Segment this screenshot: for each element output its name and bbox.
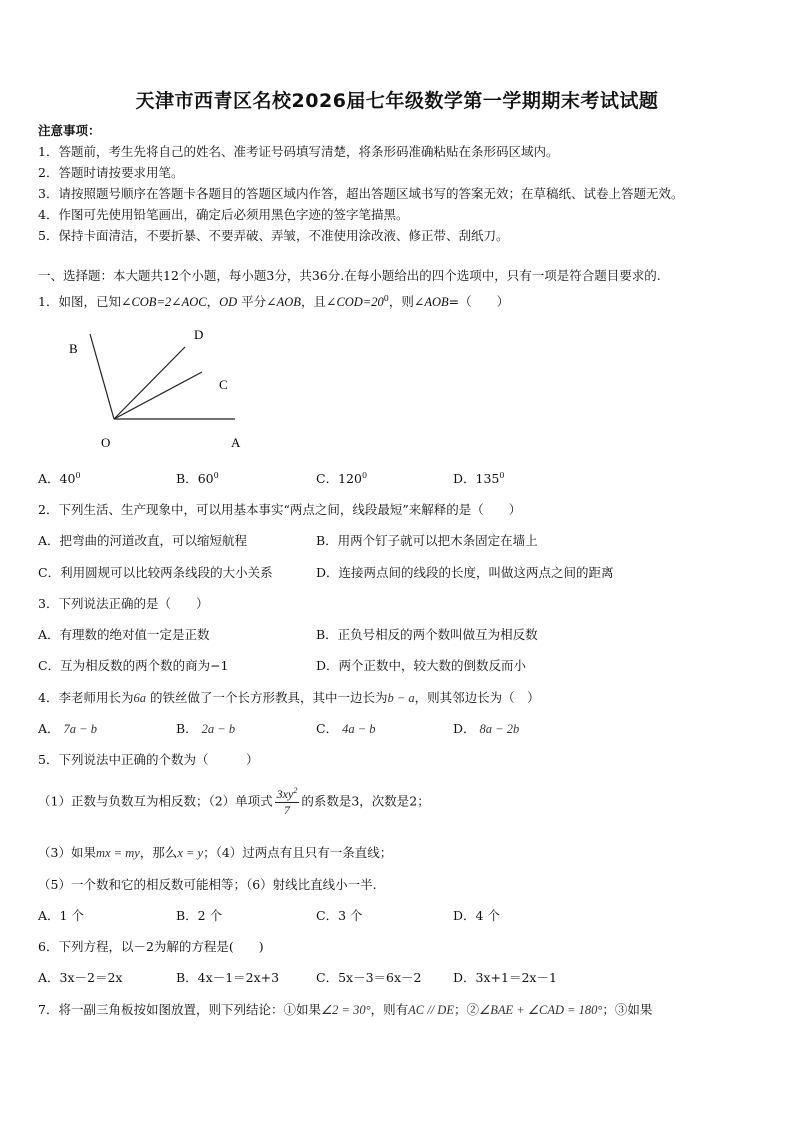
q1-option-d: D．$135^0$ — [453, 470, 505, 486]
section-heading: 一、选择题：本大题共12个小题，每小题3分，共36分.在每小题给出的四个选项中，只有一项是符合题目要求的. — [38, 268, 661, 283]
ray-ob — [90, 334, 114, 419]
label-o: O — [101, 435, 111, 450]
q6-option-a: A．3x－2＝2x — [38, 970, 123, 985]
question-4-stem: 4．李老师用长为6a 的铁丝做了一个长方形教具，其中一边长为b − a，则其邻边长为（ ） — [38, 690, 540, 705]
q3-option-a: A．有理数的绝对值一定是正数 — [38, 627, 210, 642]
question-1-stem: 1．如图，已知∠COB=2∠AOC，OD 平分∠AOB，且$\angle COD=20^0$，则∠AOB=（ ） — [38, 293, 510, 309]
label-b: B — [69, 341, 78, 356]
q6-option-c: C．5x－3＝6x－2 — [316, 970, 422, 985]
q3-option-c: C．互为相反数的两个数的商为−1 — [38, 658, 229, 673]
label-c: C — [219, 377, 228, 392]
note-item: 4．作图可先使用铅笔画出，确定后必须用黑色字迹的签字笔描黑。 — [38, 207, 409, 222]
q5-statement-1-2: （1）正数与负数互为相反数；（2）单项式 $\frac{3xy^2}{7}$ 的系数是3，次数是2； — [38, 786, 430, 817]
q4-option-b: B． 2a − b — [176, 721, 236, 736]
q5-statement-5-6: （5）一个数和它的相反数可能相等；（6）射线比直线小一半. — [38, 877, 377, 892]
q2-option-a: A．把弯曲的河道改直，可以缩短航程 — [38, 533, 248, 548]
q3-option-d: D．两个正数中，较大数的倒数反而小 — [316, 658, 527, 673]
q1-option-b: B．$60^0$ — [176, 470, 219, 486]
q5-option-c: C．3 个 — [316, 908, 363, 923]
question-2-stem: 2．下列生活、生产现象中，可以用基本事实“两点之间，线段最短”来解释的是（ ） — [38, 502, 522, 517]
label-d: D — [194, 327, 204, 342]
angle-figure — [60, 322, 260, 454]
label-a: A — [231, 435, 241, 450]
page-title: 天津市西青区名校2026届七年级数学第一学期期末考试试题 — [135, 90, 659, 112]
q5-option-d: D．4 个 — [453, 908, 500, 923]
q2-option-d: D．连接两点间的线段的长度，叫做这两点之间的距离 — [316, 565, 614, 580]
q4-option-d: D． 8a − 2b — [453, 721, 520, 736]
notes-heading: 注意事项： — [38, 123, 101, 138]
question-7-stem: 7．将一副三角板按如图放置，则下列结论：①如果∠2 = 30°，则有AC // DE；②∠BAE + ∠CAD = 180°；③如果 — [38, 1002, 653, 1017]
q6-option-b: B．4x－1＝2x+3 — [176, 970, 280, 985]
question-3-stem: 3．下列说法正确的是（ ） — [38, 596, 209, 611]
q5-option-b: B．2 个 — [176, 908, 223, 923]
q1-option-a: A．$40^0$ — [38, 470, 81, 486]
ray-od — [114, 347, 185, 419]
question-5-stem: 5．下列说法中正确的个数为（ ） — [38, 752, 259, 767]
q4-option-a: A． 7a − b — [38, 721, 97, 736]
q3-option-b: B．正负号相反的两个数叫做互为相反数 — [316, 627, 538, 642]
question-6-stem: 6．下列方程，以－2为解的方程是( ) — [38, 939, 264, 954]
note-item: 1．答题前，考生先将自己的姓名、准考证号码填写清楚，将条形码准确粘贴在条形码区域内。 — [38, 144, 559, 159]
q1-option-c: C．$120^0$ — [316, 470, 368, 486]
q4-option-c: C． 4a − b — [316, 721, 376, 736]
note-item: 5．保持卡面清洁，不要折暴、不要弄破、弄皱，不准使用涂改液、修正带、刮纸刀。 — [38, 228, 509, 243]
q2-option-c: C．利用圆规可以比较两条线段的大小关系 — [38, 565, 273, 580]
note-item: 3．请按照题号顺序在答题卡各题目的答题区域内作答，超出答题区域书写的答案无效；在草稿纸、试卷上答题无效。 — [38, 186, 684, 201]
q6-option-d: D．3x+1＝2x－1 — [453, 970, 557, 985]
ray-oc — [114, 372, 202, 419]
q5-statement-3-4: （3）如果mx = my，那么x = y；（4）过两点有且只有一条直线； — [38, 845, 393, 860]
q2-option-b: B．用两个钉子就可以把木条固定在墙上 — [316, 533, 538, 548]
q5-option-a: A．1 个 — [38, 908, 84, 923]
note-item: 2．答题时请按要求用笔。 — [38, 165, 184, 180]
monomial-fraction: $\frac{3xy^2}{7}$ — [276, 786, 298, 817]
